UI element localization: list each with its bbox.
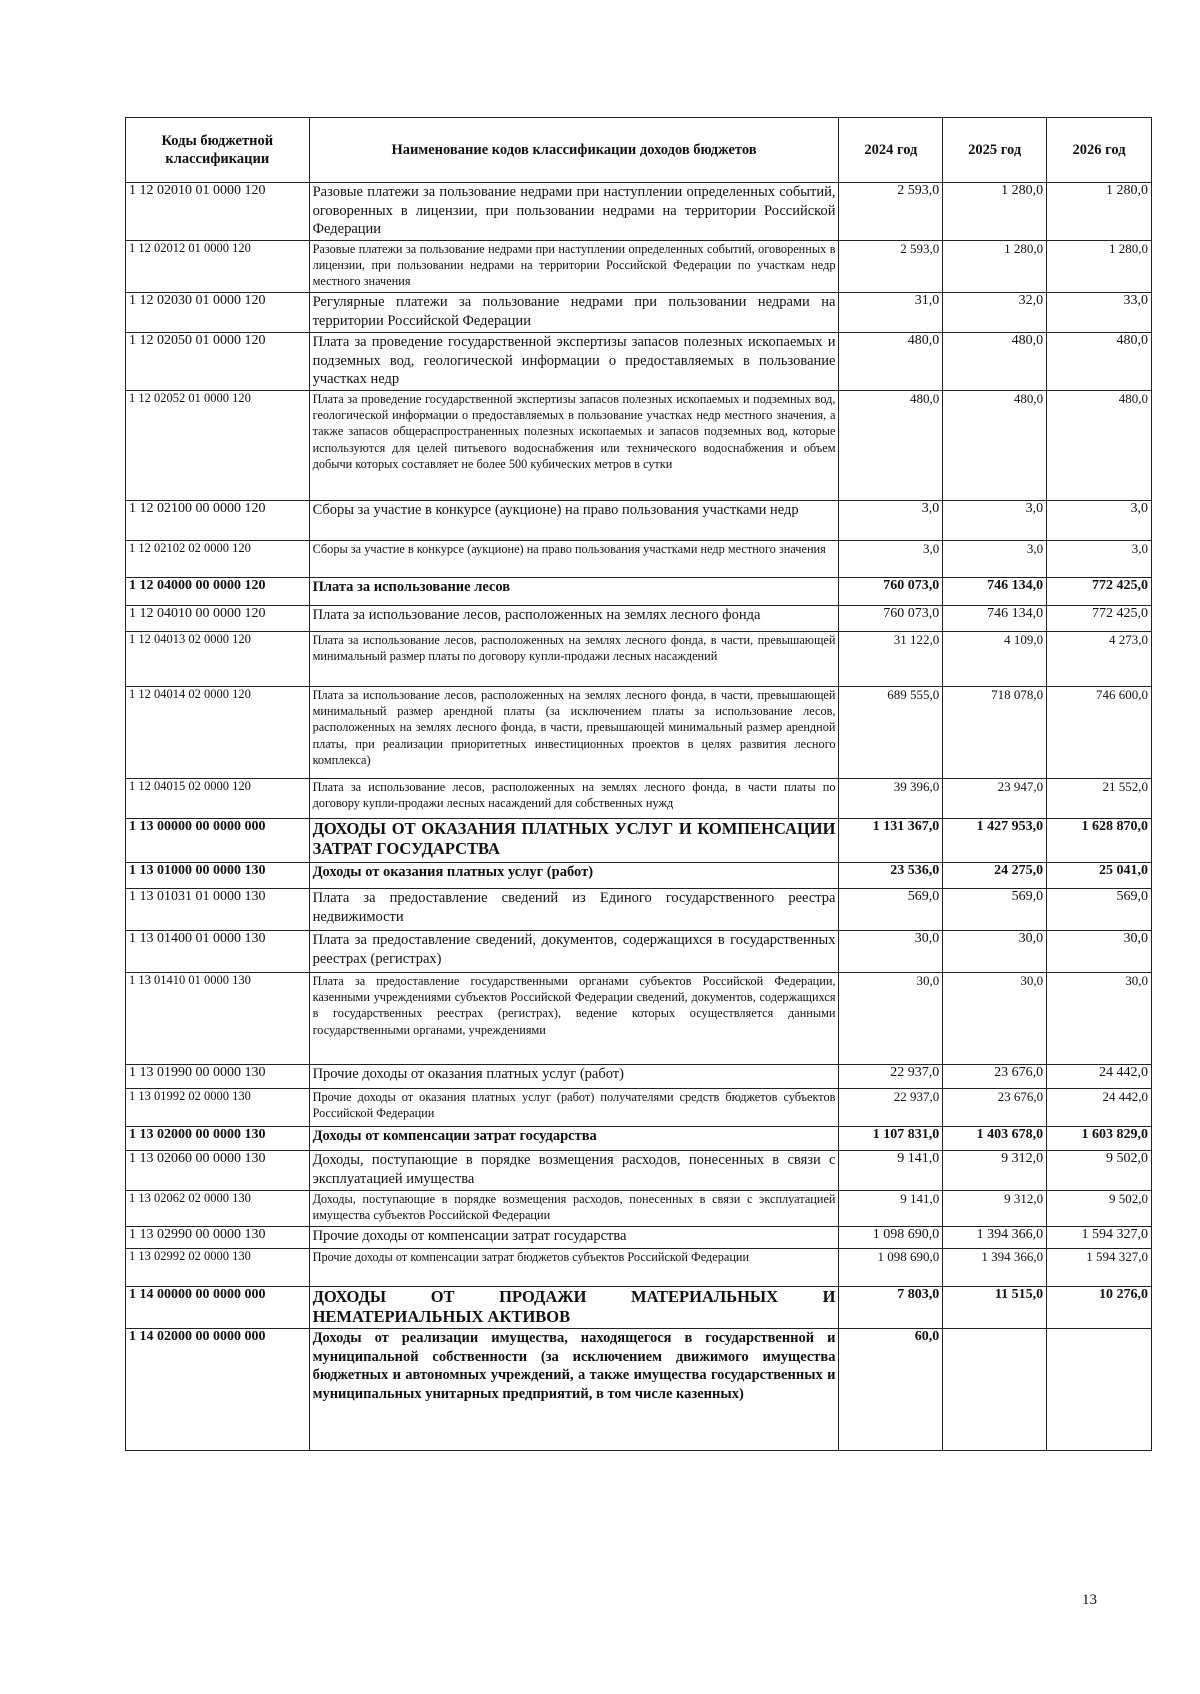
row-name: ДОХОДЫ ОТ ОКАЗАНИЯ ПЛАТНЫХ УСЛУГ И КОМПЕНСАЦИИ ЗАТРАТ ГОСУДАРСТВА [309, 819, 839, 863]
row-value-2026: 772 425,0 [1047, 606, 1152, 632]
row-code: 1 12 04000 00 0000 120 [126, 578, 310, 606]
row-value-2024: 480,0 [839, 391, 943, 501]
row-value-2026: 1 594 327,0 [1047, 1227, 1152, 1249]
row-code: 1 12 04013 02 0000 120 [126, 632, 310, 687]
row-value-2025: 23 676,0 [943, 1089, 1047, 1127]
row-code: 1 12 02012 01 0000 120 [126, 241, 310, 293]
row-value-2024: 1 131 367,0 [839, 819, 943, 863]
row-code: 1 13 02000 00 0000 130 [126, 1127, 310, 1151]
row-value-2024: 9 141,0 [839, 1191, 943, 1227]
row-value-2026 [1047, 1329, 1152, 1451]
row-code: 1 13 02990 00 0000 130 [126, 1227, 310, 1249]
row-value-2026: 10 276,0 [1047, 1287, 1152, 1329]
table-row [126, 293, 1152, 333]
header-code: Коды бюджетной классификации [126, 118, 310, 183]
row-value-2026: 1 280,0 [1047, 241, 1152, 293]
table-row [126, 501, 1152, 541]
row-code: 1 12 02010 01 0000 120 [126, 183, 310, 241]
row-code: 1 12 04010 00 0000 120 [126, 606, 310, 632]
row-code: 1 13 02060 00 0000 130 [126, 1151, 310, 1191]
row-value-2025: 9 312,0 [943, 1191, 1047, 1227]
table-row [126, 819, 1152, 863]
row-name: Прочие доходы от оказания платных услуг (работ) [309, 1065, 839, 1089]
table-row [126, 863, 1152, 889]
row-name: Плата за использование лесов, расположенных на землях лесного фонда, в части платы по договору купли-продажи лесных насаждений для собственных нужд [309, 779, 839, 819]
row-value-2026: 480,0 [1047, 391, 1152, 501]
table-row [126, 632, 1152, 687]
row-value-2024: 569,0 [839, 889, 943, 931]
row-value-2026: 25 041,0 [1047, 863, 1152, 889]
row-code: 1 13 00000 00 0000 000 [126, 819, 310, 863]
row-value-2026: 3,0 [1047, 501, 1152, 541]
row-value-2024: 23 536,0 [839, 863, 943, 889]
row-value-2026: 9 502,0 [1047, 1151, 1152, 1191]
row-name: Разовые платежи за пользование недрами при наступлении определенных событий, оговоренных в лицензии, при пользовании недрами на территории Российской Федерации по участкам недр местного значения [309, 241, 839, 293]
row-name: Доходы от реализации имущества, находящегося в государственной и муниципальной собственности (за исключением движимого имущества бюджетных и автономных учреждений, а также имущества государственных и муниципальных унитарных предприятий, в том числе казенных) [309, 1329, 839, 1451]
row-value-2025: 3,0 [943, 501, 1047, 541]
row-value-2025: 569,0 [943, 889, 1047, 931]
row-value-2025: 23 676,0 [943, 1065, 1047, 1089]
table-row [126, 1127, 1152, 1151]
row-code: 1 12 02102 02 0000 120 [126, 541, 310, 578]
header-2026: 2026 год [1047, 118, 1152, 183]
row-code: 1 12 02052 01 0000 120 [126, 391, 310, 501]
table-row [126, 183, 1152, 241]
table-row [126, 973, 1152, 1065]
header-2024: 2024 год [839, 118, 943, 183]
row-value-2026: 24 442,0 [1047, 1089, 1152, 1127]
row-name: Прочие доходы от оказания платных услуг (работ) получателями средств бюджетов субъектов Российской Федерации [309, 1089, 839, 1127]
row-value-2024: 760 073,0 [839, 578, 943, 606]
table-row [126, 1191, 1152, 1227]
header-name: Наименование кодов классификации доходов бюджетов [309, 118, 839, 183]
row-value-2025: 1 394 366,0 [943, 1249, 1047, 1287]
row-name: Плата за предоставление сведений, документов, содержащихся в государственных реестрах (регистрах) [309, 931, 839, 973]
row-name: Плата за использование лесов [309, 578, 839, 606]
row-code: 1 12 02050 01 0000 120 [126, 333, 310, 391]
header-2025: 2025 год [943, 118, 1047, 183]
table-row [126, 931, 1152, 973]
row-name: Плата за использование лесов, расположенных на землях лесного фонда [309, 606, 839, 632]
table-header-row [126, 118, 1152, 183]
row-value-2025: 30,0 [943, 931, 1047, 973]
row-value-2026: 772 425,0 [1047, 578, 1152, 606]
row-value-2025: 4 109,0 [943, 632, 1047, 687]
table-row [126, 779, 1152, 819]
row-value-2024: 30,0 [839, 973, 943, 1065]
row-value-2025: 1 394 366,0 [943, 1227, 1047, 1249]
row-value-2025: 32,0 [943, 293, 1047, 333]
row-value-2025: 30,0 [943, 973, 1047, 1065]
row-code: 1 13 01000 00 0000 130 [126, 863, 310, 889]
table-row [126, 333, 1152, 391]
row-code: 1 13 01992 02 0000 130 [126, 1089, 310, 1127]
row-name: Плата за предоставление государственными органами субъектов Российской Федерации, казенными учреждениями субъектов Российской Федерации сведений, документов, содержащихся в государственных реестрах (регистрах), ведение которых осуществляется данными государственными органами, учреждениями [309, 973, 839, 1065]
table-row [126, 541, 1152, 578]
row-name: Разовые платежи за пользование недрами при наступлении определенных событий, оговоренных в лицензии, при пользовании недрами на территории Российской Федерации [309, 183, 839, 241]
row-value-2026: 30,0 [1047, 973, 1152, 1065]
row-name: Плата за проведение государственной экспертизы запасов полезных ископаемых и подземных вод, геологической информации о предоставляемых в пользование участках недр местного значения, а также запасов общераспространенных полезных ископаемых и запасов подземных вод, которые используются для целей питьевого водоснабжения или технического водоснабжения и объем добычи которых составляет не более 500 кубических метров в сутки [309, 391, 839, 501]
row-value-2025: 718 078,0 [943, 687, 1047, 779]
row-value-2024: 689 555,0 [839, 687, 943, 779]
row-value-2024: 1 098 690,0 [839, 1227, 943, 1249]
row-value-2026: 1 603 829,0 [1047, 1127, 1152, 1151]
row-value-2025: 11 515,0 [943, 1287, 1047, 1329]
row-value-2026: 1 280,0 [1047, 183, 1152, 241]
row-name: Доходы, поступающие в порядке возмещения расходов, понесенных в связи с эксплуатацией имущества субъектов Российской Федерации [309, 1191, 839, 1227]
row-value-2025: 480,0 [943, 333, 1047, 391]
row-value-2024: 30,0 [839, 931, 943, 973]
row-name: Доходы, поступающие в порядке возмещения расходов, понесенных в связи с эксплуатацией имущества [309, 1151, 839, 1191]
row-value-2025: 1 403 678,0 [943, 1127, 1047, 1151]
row-value-2024: 3,0 [839, 541, 943, 578]
table-row [126, 391, 1152, 501]
page-number: 13 [1082, 1592, 1097, 1608]
row-value-2026: 24 442,0 [1047, 1065, 1152, 1089]
row-value-2026: 21 552,0 [1047, 779, 1152, 819]
row-name: Плата за использование лесов, расположенных на землях лесного фонда, в части, превышающей минимальный размер арендной платы (за исключением платы за использование лесов, расположенных на землях лесного фонда, в части, превышающей минимальный размер арендной платы, при реализации приоритетных инвестиционных проектов в целях развития лесного комплекса) [309, 687, 839, 779]
table-row [126, 1287, 1152, 1329]
row-code: 1 12 04015 02 0000 120 [126, 779, 310, 819]
row-name: Прочие доходы от компенсации затрат государства [309, 1227, 839, 1249]
row-name: Плата за использование лесов, расположенных на землях лесного фонда, в части, превышающей минимальный размер платы по договору купли-продажи лесных насаждений [309, 632, 839, 687]
row-value-2024: 31,0 [839, 293, 943, 333]
row-value-2024: 1 098 690,0 [839, 1249, 943, 1287]
row-code: 1 14 02000 00 0000 000 [126, 1329, 310, 1451]
row-name: Сборы за участие в конкурсе (аукционе) на право пользования участками недр [309, 501, 839, 541]
row-value-2025: 23 947,0 [943, 779, 1047, 819]
row-value-2025: 1 427 953,0 [943, 819, 1047, 863]
row-value-2025: 1 280,0 [943, 241, 1047, 293]
table-row [126, 578, 1152, 606]
row-name: Плата за проведение государственной экспертизы запасов полезных ископаемых и подземных вод, геологической информации о предоставляемых в пользование участках недр [309, 333, 839, 391]
row-value-2025: 1 280,0 [943, 183, 1047, 241]
row-value-2024: 480,0 [839, 333, 943, 391]
row-code: 1 13 01990 00 0000 130 [126, 1065, 310, 1089]
row-value-2026: 9 502,0 [1047, 1191, 1152, 1227]
row-name: Доходы от оказания платных услуг (работ) [309, 863, 839, 889]
row-name: Регулярные платежи за пользование недрами при пользовании недрами на территории Российской Федерации [309, 293, 839, 333]
row-name: Прочие доходы от компенсации затрат бюджетов субъектов Российской Федерации [309, 1249, 839, 1287]
row-value-2024: 1 107 831,0 [839, 1127, 943, 1151]
row-value-2024: 760 073,0 [839, 606, 943, 632]
table-row [126, 1065, 1152, 1089]
row-value-2026: 569,0 [1047, 889, 1152, 931]
row-value-2025: 24 275,0 [943, 863, 1047, 889]
row-value-2025: 3,0 [943, 541, 1047, 578]
row-value-2024: 31 122,0 [839, 632, 943, 687]
row-name: Сборы за участие в конкурсе (аукционе) на право пользования участками недр местного значения [309, 541, 839, 578]
row-value-2025: 480,0 [943, 391, 1047, 501]
row-code: 1 12 02100 00 0000 120 [126, 501, 310, 541]
table-row [126, 687, 1152, 779]
row-value-2025: 9 312,0 [943, 1151, 1047, 1191]
row-value-2025 [943, 1329, 1047, 1451]
row-value-2026: 746 600,0 [1047, 687, 1152, 779]
row-value-2026: 30,0 [1047, 931, 1152, 973]
row-value-2026: 1 594 327,0 [1047, 1249, 1152, 1287]
table-row [126, 1329, 1152, 1451]
row-value-2024: 3,0 [839, 501, 943, 541]
row-value-2025: 746 134,0 [943, 578, 1047, 606]
row-code: 1 13 01410 01 0000 130 [126, 973, 310, 1065]
row-code: 1 13 02062 02 0000 130 [126, 1191, 310, 1227]
table-row [126, 241, 1152, 293]
table-row [126, 1151, 1152, 1191]
row-value-2024: 2 593,0 [839, 241, 943, 293]
row-value-2024: 2 593,0 [839, 183, 943, 241]
row-value-2026: 1 628 870,0 [1047, 819, 1152, 863]
row-code: 1 13 01400 01 0000 130 [126, 931, 310, 973]
table-row [126, 606, 1152, 632]
row-name: Плата за предоставление сведений из Единого государственного реестра недвижимости [309, 889, 839, 931]
row-value-2024: 22 937,0 [839, 1065, 943, 1089]
row-value-2026: 33,0 [1047, 293, 1152, 333]
row-value-2024: 22 937,0 [839, 1089, 943, 1127]
row-value-2026: 3,0 [1047, 541, 1152, 578]
row-name: ДОХОДЫ ОТ ПРОДАЖИ МАТЕРИАЛЬНЫХ И НЕМАТЕРИАЛЬНЫХ АКТИВОВ [309, 1287, 839, 1329]
table-row [126, 1089, 1152, 1127]
row-value-2024: 9 141,0 [839, 1151, 943, 1191]
row-code: 1 12 04014 02 0000 120 [126, 687, 310, 779]
row-code: 1 14 00000 00 0000 000 [126, 1287, 310, 1329]
row-value-2024: 7 803,0 [839, 1287, 943, 1329]
table-row [126, 1249, 1152, 1287]
row-value-2026: 480,0 [1047, 333, 1152, 391]
table-row [126, 889, 1152, 931]
table-row [126, 1227, 1152, 1249]
row-value-2024: 39 396,0 [839, 779, 943, 819]
row-code: 1 12 02030 01 0000 120 [126, 293, 310, 333]
row-code: 1 13 01031 01 0000 130 [126, 889, 310, 931]
row-value-2026: 4 273,0 [1047, 632, 1152, 687]
row-name: Доходы от компенсации затрат государства [309, 1127, 839, 1151]
revenue-table [125, 117, 1152, 1451]
row-value-2024: 60,0 [839, 1329, 943, 1451]
row-value-2025: 746 134,0 [943, 606, 1047, 632]
row-code: 1 13 02992 02 0000 130 [126, 1249, 310, 1287]
